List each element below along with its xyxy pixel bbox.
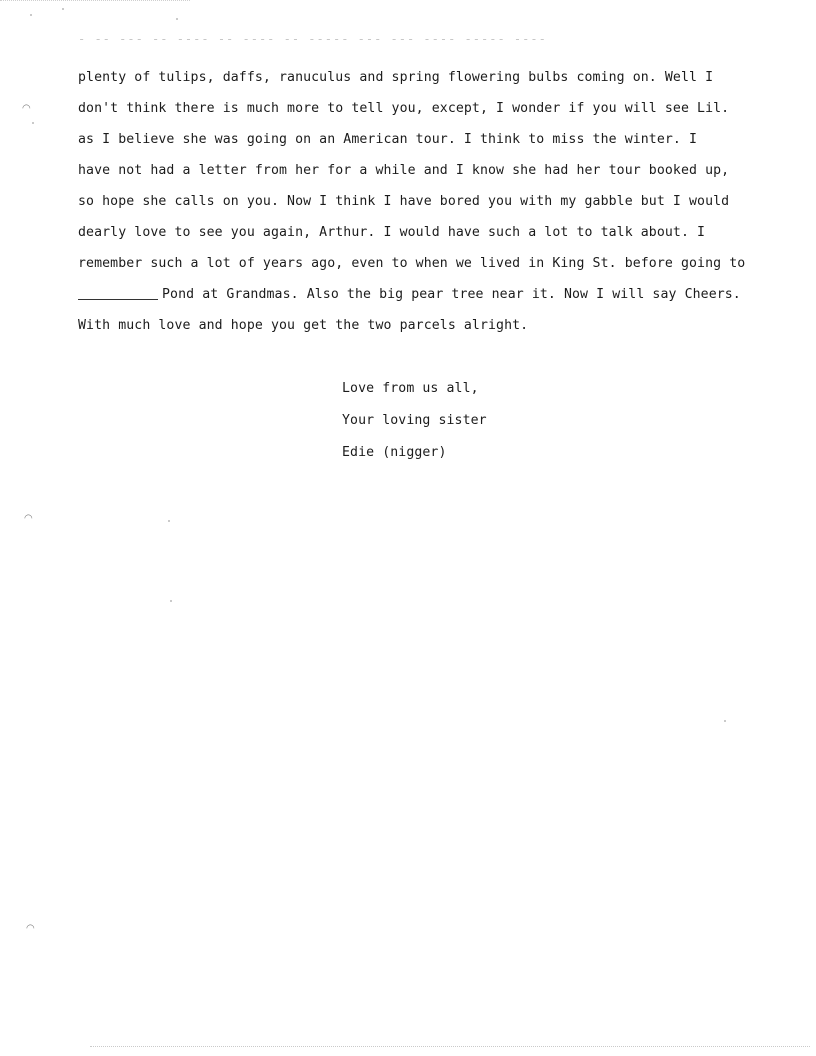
closing-line-2: Your loving sister — [342, 413, 487, 428]
blank-underline — [78, 286, 158, 300]
punch-hole-mark-1: ◠ — [22, 103, 31, 114]
letter-line-7: remember such a lot of years ago, even to when we lived in King St. before going to — [78, 256, 746, 271]
letter-line-8 — [78, 279, 778, 310]
scan-speckle — [30, 14, 32, 16]
scan-speckle — [32, 122, 34, 124]
closing-line-1: Love from us all, — [342, 381, 479, 396]
letter-line-4: have not had a letter from her for a while and I know she had her tour booked up, — [78, 163, 730, 178]
cut-off-text-line: - -- --- -- ---- -- ---- -- ----- --- --- ---- ----- ---- — [78, 32, 547, 46]
scan-edge-bottom — [90, 1046, 810, 1051]
letter-line-5: so hope she calls on you. Now I think I have bored you with my gabble but I would — [78, 194, 730, 209]
scan-speckle — [724, 720, 726, 722]
punch-hole-mark-2: ◠ — [24, 513, 33, 524]
scan-speckle — [62, 8, 64, 10]
letter-line-2: don't think there is much more to tell you, except, I wonder if you will see Lil. — [78, 101, 730, 116]
letter-line-1: plenty of tulips, daffs, ranuculus and spring flowering bulbs coming on. Well I — [78, 70, 714, 85]
letter-line-3: as I believe she was going on an American tour. I think to miss the winter. I — [78, 132, 698, 147]
scan-edge-top — [0, 0, 190, 23]
letter-line-8-text: Pond at Grandmas. Also the big pear tree near it. Now I will say Cheers. — [162, 287, 741, 302]
closing-line-3: Edie (nigger) — [342, 445, 447, 460]
scan-speckle — [168, 520, 170, 522]
scan-speckle — [176, 18, 178, 20]
letter-body — [78, 62, 778, 341]
punch-hole-mark-3: ◠ — [26, 923, 35, 934]
scan-speckle — [170, 600, 172, 602]
letter-line-6: dearly love to see you again, Arthur. I would have such a lot to talk about. I — [78, 225, 706, 240]
letter-line-9: With much love and hope you get the two parcels alright. — [78, 318, 529, 333]
letter-closing — [342, 373, 487, 469]
